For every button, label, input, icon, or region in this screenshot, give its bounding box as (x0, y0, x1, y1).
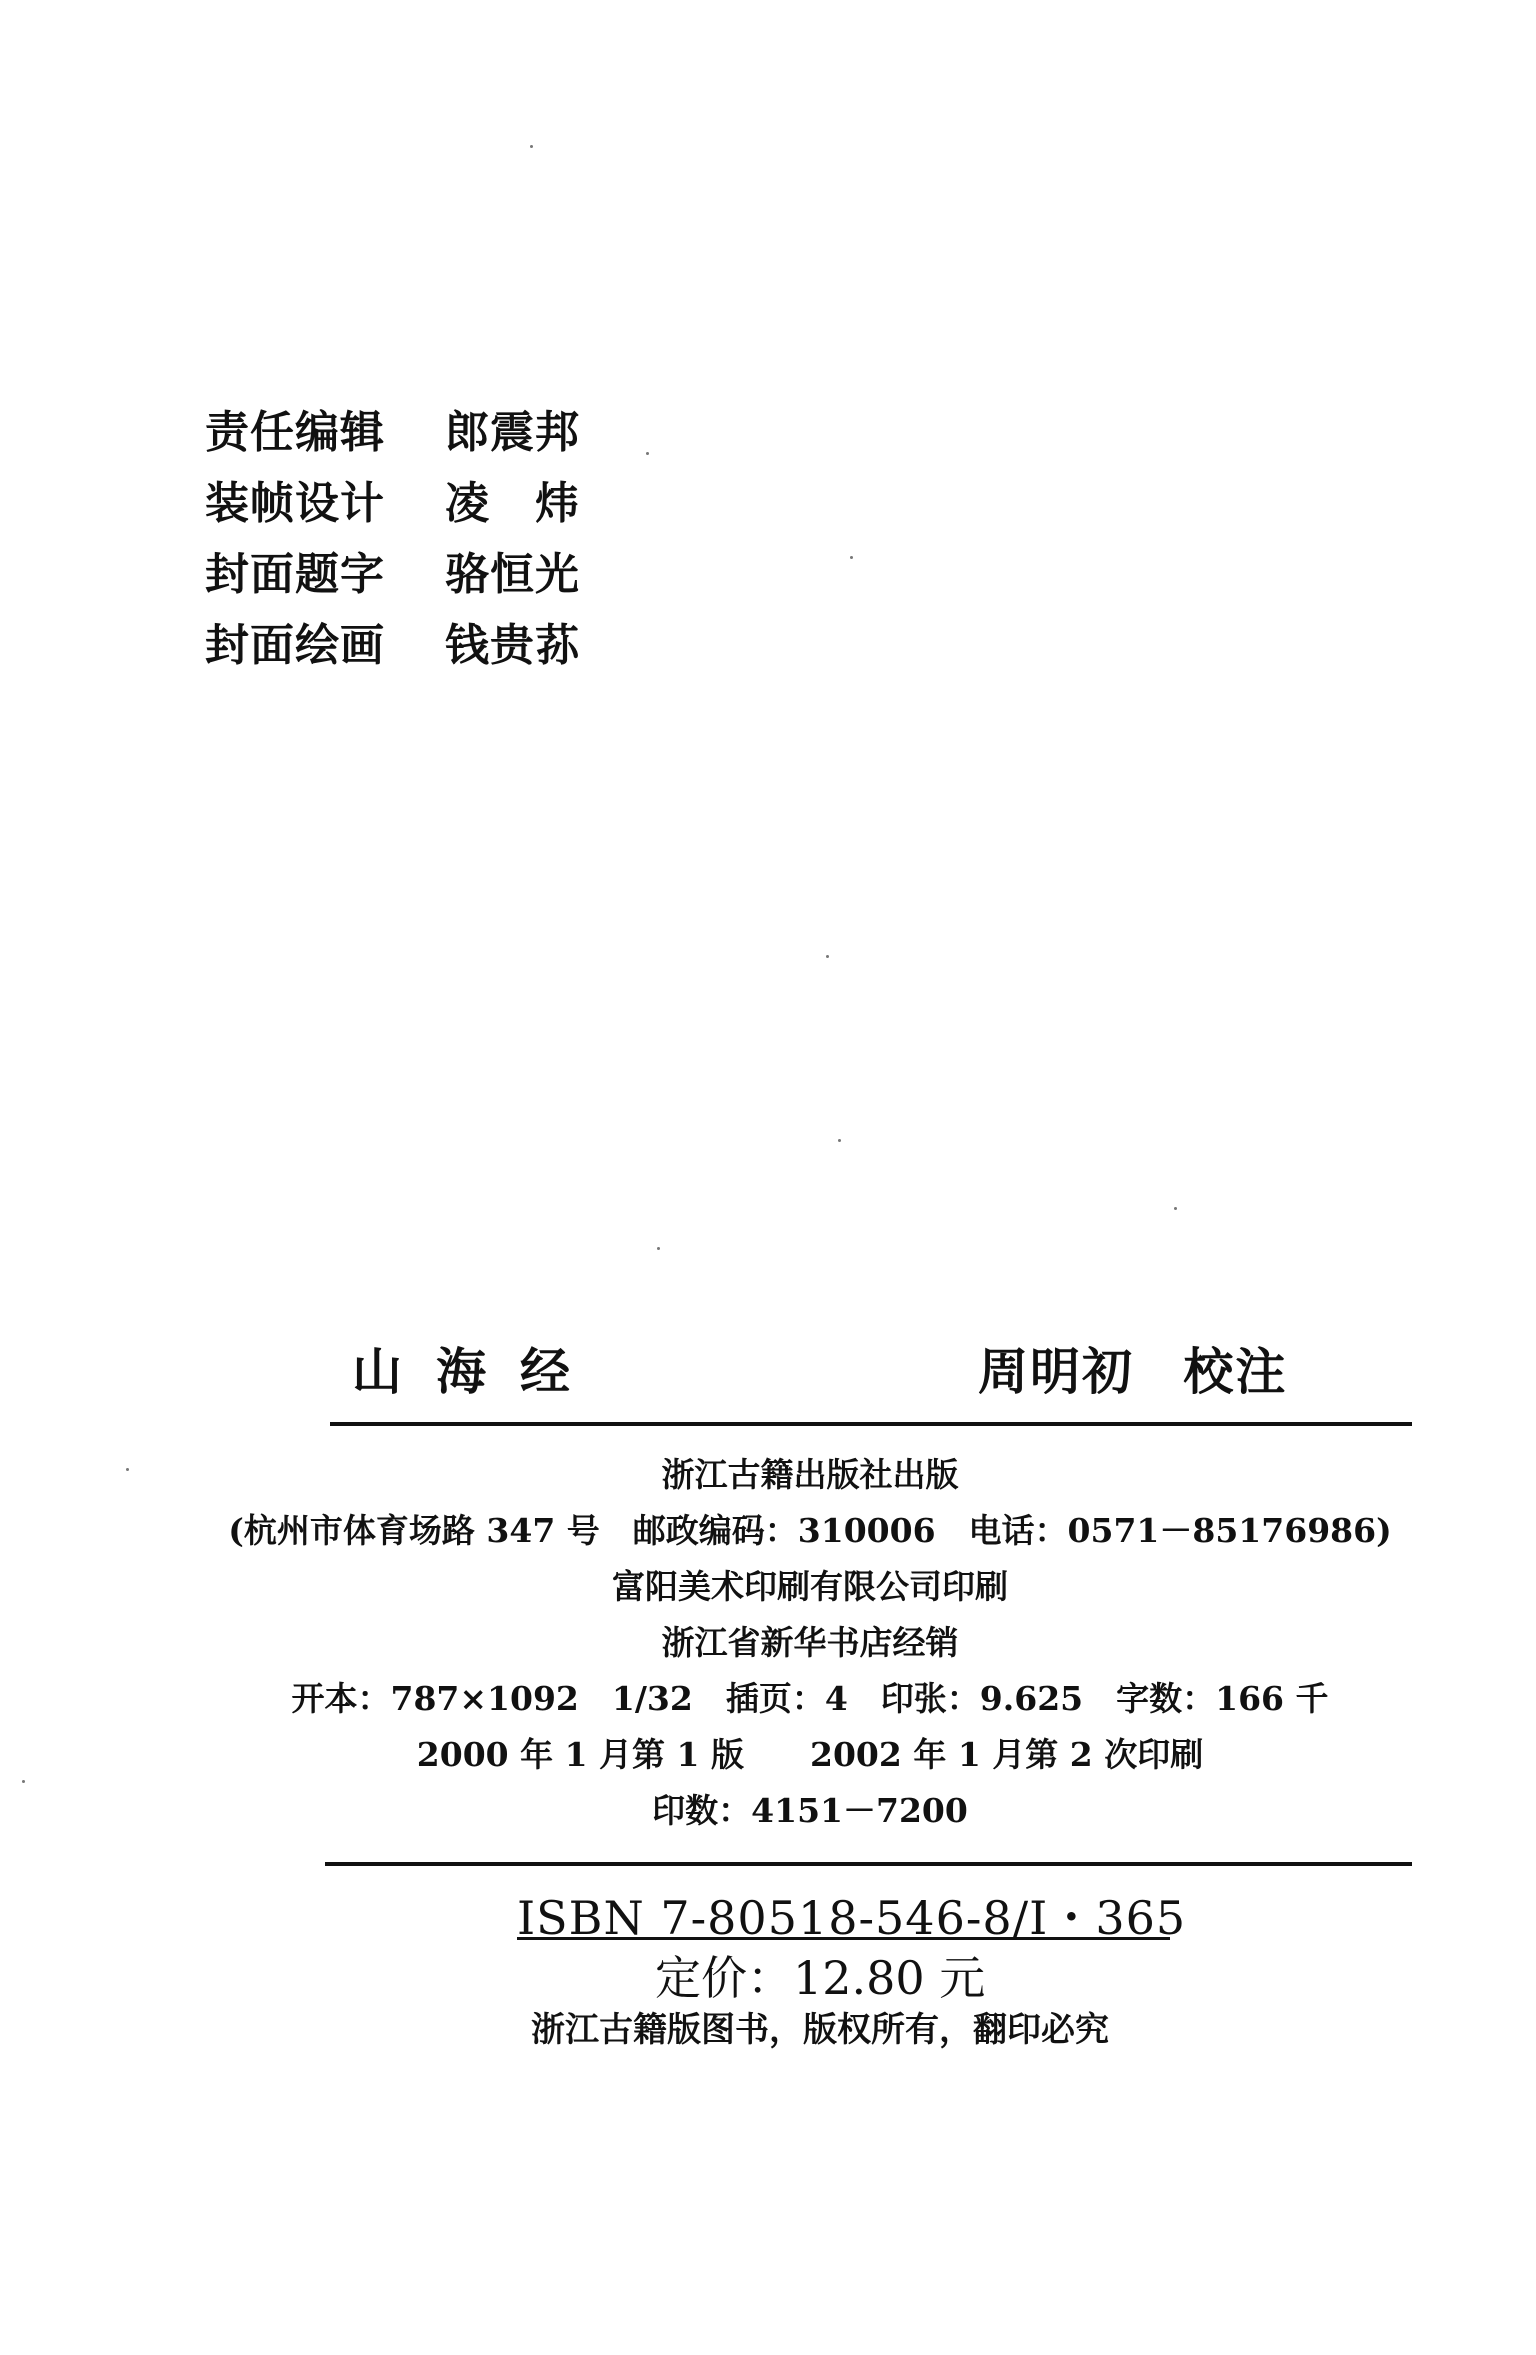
credit-role: 责任编辑 (205, 406, 385, 458)
scan-speck (1174, 1207, 1177, 1210)
scan-speck (838, 1139, 841, 1142)
edition-line: 2000 年 1 月第 1 版 2002 年 1 月第 2 次印刷 (416, 1735, 1204, 1774)
credits-block (205, 392, 580, 676)
publisher-line: 浙江古籍出版社出版 (661, 1455, 959, 1494)
imprint-block (200, 1447, 1420, 1839)
isbn: ISBN 7-80518-546-8/I・365 (517, 1891, 1187, 1945)
credit-row-cover-calligraphy (205, 534, 580, 605)
credit-row-cover-painting (205, 605, 580, 676)
credit-name: 郎震邦 (445, 406, 580, 458)
credit-role: 封面绘画 (205, 619, 385, 671)
scan-speck (646, 452, 649, 455)
copyright-notice: 浙江古籍版图书，版权所有，翻印必究 (531, 2010, 1109, 2050)
credit-name: 骆恒光 (445, 548, 580, 600)
isbn-underline (517, 1937, 1170, 1940)
distributor-line: 浙江省新华书店经销 (661, 1623, 959, 1662)
scan-speck (22, 1780, 25, 1783)
scan-speck (657, 1247, 660, 1250)
credit-name: 钱贵荪 (445, 619, 580, 671)
divider-top (330, 1422, 1412, 1426)
print-run-line: 印数：4151－7200 (652, 1791, 968, 1830)
credit-name: 凌 炜 (445, 477, 580, 529)
scan-speck (850, 556, 853, 559)
scan-speck (826, 955, 829, 958)
credit-row-editor (205, 392, 580, 463)
credit-role: 装帧设计 (205, 477, 385, 529)
address-line: (杭州市体育场路 347 号 邮政编码：310006 电话：0571－85176986) (228, 1511, 1392, 1550)
scan-speck (126, 1468, 129, 1471)
format-line: 开本：787×1092 1/32 插页：4 印张：9.625 字数：166 千 (291, 1679, 1329, 1718)
scan-speck (530, 145, 533, 148)
printer-line: 富阳美术印刷有限公司印刷 (612, 1567, 1008, 1606)
divider-bottom (325, 1862, 1412, 1866)
book-title: 山海经 (352, 1342, 604, 1401)
price: 定价：12.80 元 (655, 1951, 986, 2005)
book-author: 周明初 校注 (978, 1342, 1288, 1401)
credit-role: 封面题字 (205, 548, 385, 600)
credit-row-design (205, 463, 580, 534)
